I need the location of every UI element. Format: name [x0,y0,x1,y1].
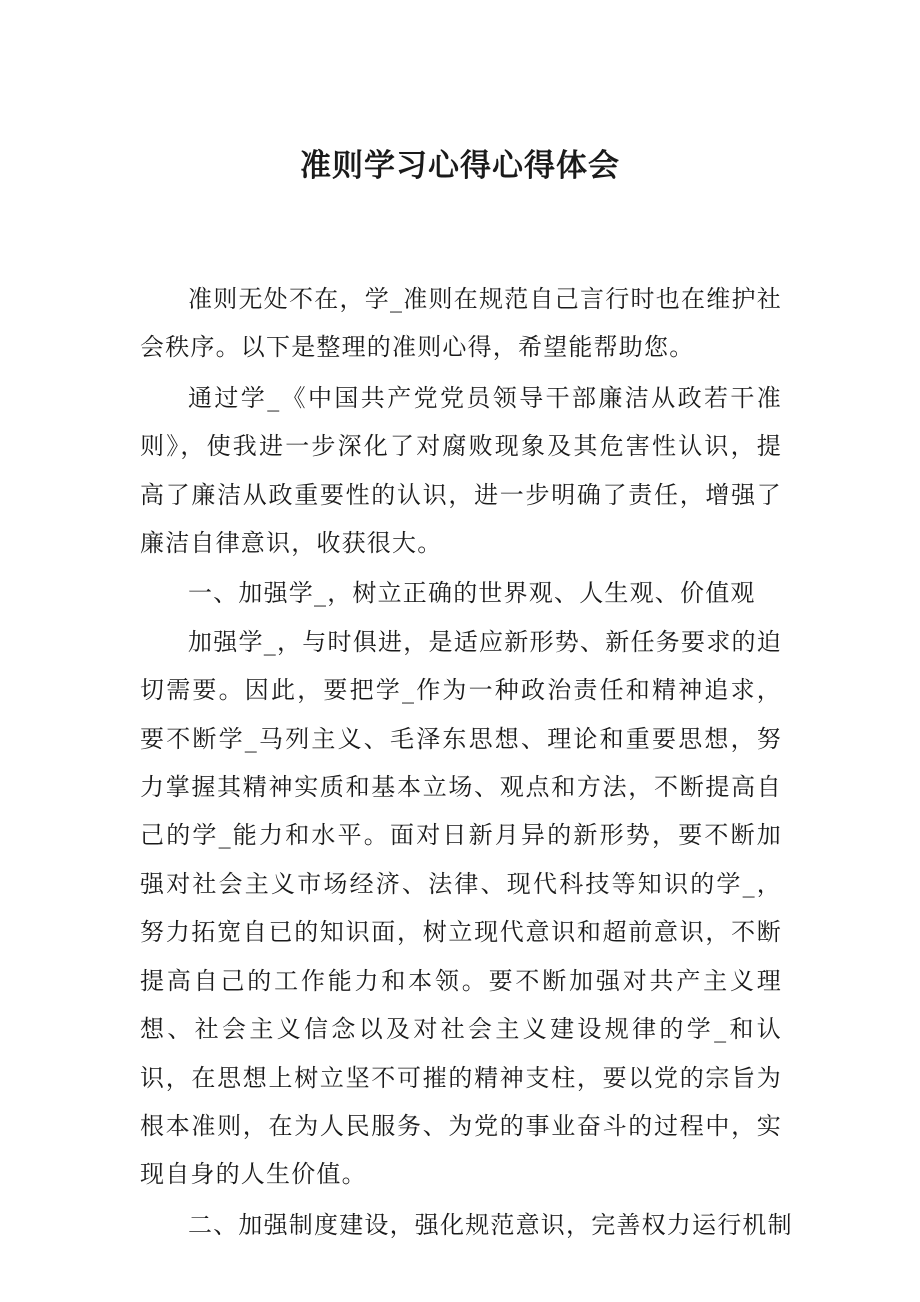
section-heading-2: 二、加强制度建设，强化规范意识，完善权力运行机制 [188,1210,793,1239]
page-title: 准则学习心得心得体会 [300,148,620,184]
document-body [140,275,793,1249]
section-heading-1: 一、加强学_，树立正确的世界观、人生观、价值观 [188,579,756,608]
paragraph-intro: 准则无处不在，学_准则在规范自己言行时也在维护社会秩序。以下是整理的准则心得，希望能帮助您。 [140,285,782,362]
paragraph-study-summary: 通过学_《中国共产党党员领导干部廉洁从政若干准则》，使我进一步深化了对腐败现象及其危害性认识，提高了廉洁从政重要性的认识，进一步明确了责任，增强了廉洁自律意识，收获很大。 [140,383,782,558]
paragraph-section-1: 加强学_，与时俱进，是适应新形势、新任务要求的迫切需要。因此，要把学_作为一种政治责任和精神追求，要不断学_马列主义、毛泽东思想、理论和重要思想，努力掌握其精神实质和基本立场、观点和方法，不断提高自己的学_能力和水平。面对日新月异的新形势，要不断加强对社会主义市场经济、法律、现代科技等知识的学_，努力拓宽自已的知识面，树立现代意识和超前意识，不断提高自己的工作能力和本领。要不断加强对共产主义理想、社会主义信念以及对社会主义建设规律的学_和认识，在思想上树立坚不可摧的精神支柱，要以党的宗旨为根本准则，在为人民服务、为党的事业奋斗的过程中，实现自身的人生价值。 [140,627,782,1189]
